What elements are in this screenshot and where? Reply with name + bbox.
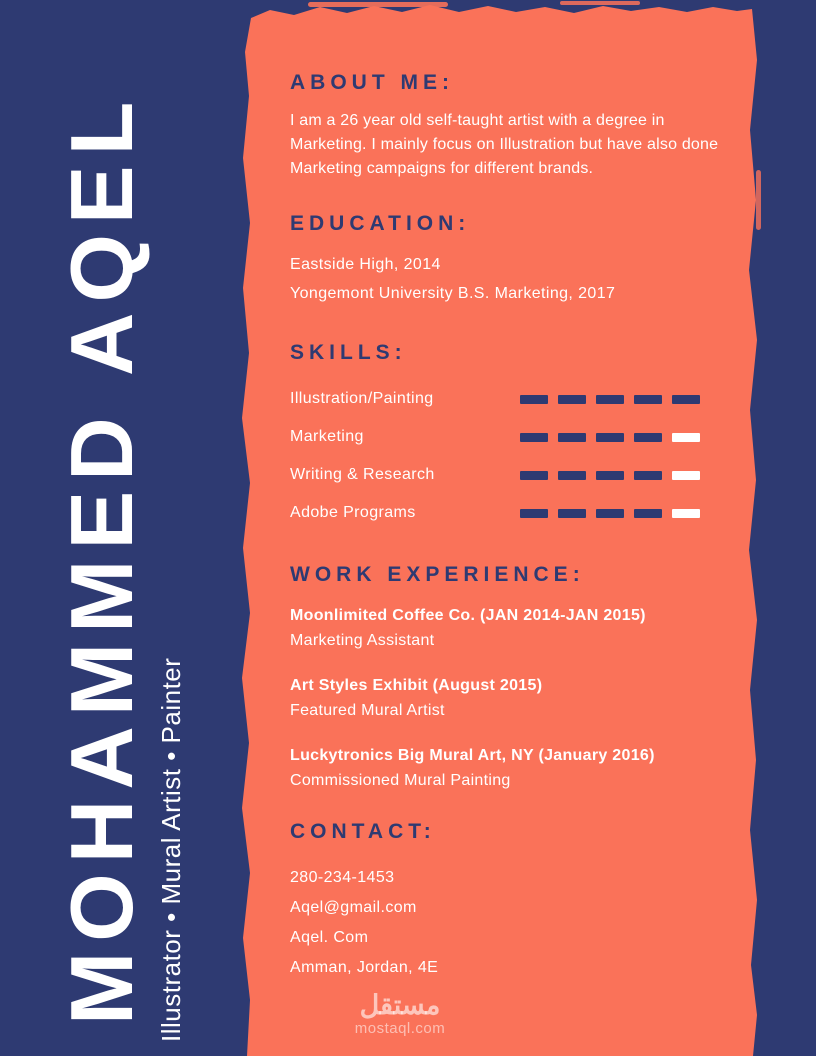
section-work xyxy=(290,562,740,793)
skill-dash-empty xyxy=(672,471,700,480)
education-list xyxy=(290,250,740,308)
education-item: Yongemont University B.S. Marketing, 2017 xyxy=(290,285,616,302)
skill-row xyxy=(290,380,740,418)
coral-streak xyxy=(560,1,640,5)
work-heading: WORK EXPERIENCE: xyxy=(290,563,585,586)
section-about xyxy=(290,70,740,181)
skill-row xyxy=(290,494,740,532)
section-contact xyxy=(290,819,740,983)
work-role: Commissioned Mural Painting xyxy=(290,772,511,789)
about-body: I am a 26 year old self-taught artist with a degree in Marketing. I mainly focus on Illustration but have also done Marketing campaigns for different brands. xyxy=(290,112,719,177)
skill-row xyxy=(290,456,740,494)
skill-dash-filled xyxy=(520,509,548,518)
skill-dash-filled xyxy=(520,471,548,480)
skill-label: Adobe Programs xyxy=(290,504,416,521)
skill-dash-filled xyxy=(672,395,700,404)
skill-label: Illustration/Painting xyxy=(290,390,434,407)
work-item xyxy=(290,603,740,653)
skill-dash-empty xyxy=(672,433,700,442)
work-role: Featured Mural Artist xyxy=(290,702,445,719)
skill-dash-filled xyxy=(596,433,624,442)
work-item xyxy=(290,673,740,723)
skill-dash-filled xyxy=(634,509,662,518)
section-education xyxy=(290,211,740,308)
skill-dash-empty xyxy=(672,509,700,518)
skill-dash-filled xyxy=(520,433,548,442)
contact-line: Aqel@gmail.com xyxy=(290,899,417,916)
work-title: Moonlimited Coffee Co. (JAN 2014-JAN 2015) xyxy=(290,607,646,624)
skill-label: Marketing xyxy=(290,428,364,445)
skill-dash-filled xyxy=(558,471,586,480)
skill-dash-filled xyxy=(634,471,662,480)
skill-dash-filled xyxy=(558,395,586,404)
skill-label: Writing & Research xyxy=(290,466,435,483)
coral-streak xyxy=(308,2,448,7)
sidebar-subtitle: Illustrator • Mural Artist • Painter xyxy=(156,657,186,1042)
resume-content xyxy=(290,70,740,983)
contact-line: 280-234-1453 xyxy=(290,869,395,886)
skill-meter xyxy=(520,433,700,442)
skill-meter xyxy=(520,471,700,480)
work-list xyxy=(290,603,740,793)
work-role: Marketing Assistant xyxy=(290,632,435,649)
skill-dash-filled xyxy=(634,433,662,442)
watermark-arabic-logo: مستقل xyxy=(359,990,441,1020)
skill-dash-filled xyxy=(558,509,586,518)
watermark-site: mostaql.com xyxy=(354,1020,446,1037)
about-heading: ABOUT ME: xyxy=(290,71,454,94)
work-title: Art Styles Exhibit (August 2015) xyxy=(290,677,543,694)
education-heading: EDUCATION: xyxy=(290,212,471,235)
contact-line: Amman, Jordan, 4E xyxy=(290,959,439,976)
sidebar-name: MOHAMMED AQEL xyxy=(52,91,151,1025)
skills-heading: SKILLS: xyxy=(290,341,407,364)
skill-meter xyxy=(520,395,700,404)
skill-dash-filled xyxy=(520,395,548,404)
skill-dash-filled xyxy=(596,509,624,518)
skill-dash-filled xyxy=(596,471,624,480)
skills-list xyxy=(290,380,740,532)
coral-streak xyxy=(756,170,761,230)
skill-dash-filled xyxy=(596,395,624,404)
skill-dash-filled xyxy=(634,395,662,404)
work-item xyxy=(290,743,740,793)
skill-row xyxy=(290,418,740,456)
work-title: Luckytronics Big Mural Art, NY (January 2016) xyxy=(290,747,655,764)
contact-line: Aqel. Com xyxy=(290,929,369,946)
education-item: Eastside High, 2014 xyxy=(290,256,441,273)
skill-dash-filled xyxy=(558,433,586,442)
contact-heading: CONTACT: xyxy=(290,820,436,843)
section-skills xyxy=(290,340,740,532)
skill-meter xyxy=(520,509,700,518)
contact-list xyxy=(290,863,740,983)
mostaql-watermark xyxy=(290,990,510,1038)
